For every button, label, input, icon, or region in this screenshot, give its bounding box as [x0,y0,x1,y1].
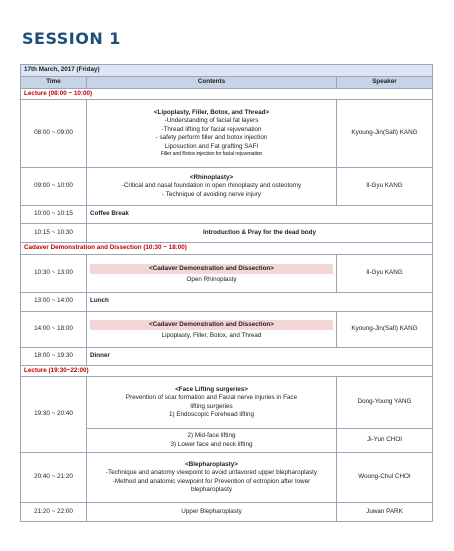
section-row [21,88,433,100]
header-row [21,77,433,89]
row-speaker: Il-Gyu KANG [337,254,433,292]
row-line: Prevention of scar formation and Facial nerve injuries in Face [125,394,298,401]
row-title: <Blepharoplasty> [185,460,238,468]
row-time: 19:30 ~ 20:40 [21,377,87,453]
highlight-title: <Cadaver Demonstration and Dissection> [90,320,333,330]
row-line: lifting surgeries [190,402,233,410]
row-contents [87,429,337,453]
row-speaker: Ji-Yun CHOI [337,429,433,453]
row-line: -Understanding of facial fat layers [164,117,259,125]
row-contents [87,100,337,168]
row-line: -Thread lifting for facial rejuvenation [161,125,262,133]
row-line: Liposuction and Fat grafting SAFI [164,142,259,150]
row-line: 3) Lower face and neck lifting [170,440,253,448]
table-row [21,377,433,429]
row-contents: Lunch [87,292,433,311]
row-line: -Method and anatomic viewpoint for Prevention of ectropion after lower [112,477,311,485]
row-time: 14:00 ~ 18:00 [21,311,87,347]
table-row [21,453,433,503]
table-row [21,224,433,243]
table-row [21,311,433,347]
row-contents: Dinner [87,347,433,365]
row-time: 10:00 ~ 10:15 [21,206,87,224]
row-time: 13:00 ~ 14:00 [21,292,87,311]
row-title: <Rhinoplasty> [189,173,234,181]
row-line: Open Rhinoplasty [186,275,237,283]
section-cadaver: Cadaver Demonstration and Dissection (10:30 ~ 18:00) [21,243,433,255]
header-time: Time [21,77,87,89]
date-label: 17th March, 2017 (Friday) [21,65,433,77]
table-row [21,503,433,522]
row-speaker: Dong-Young YANG [337,377,433,429]
table-row [21,254,433,292]
row-contents: Introduction & Pray for the dead body [87,224,433,243]
row-speaker: Woong-Chul CHOI [337,453,433,503]
row-line: Filler and Botox injection for facial rejuvenation [160,151,263,158]
row-contents [87,377,337,429]
row-title: <Face Lifting surgeries> [175,385,248,393]
table-row [21,347,433,365]
row-contents [87,453,337,503]
row-line: blepharoplasty [191,486,232,493]
row-time: 20:40 ~ 21:20 [21,453,87,503]
row-title: <Lipoplasty, Filler, Botox, and Thread> [153,108,270,116]
row-line: Lipoplasty, Filler, Botox, and Thread [161,331,262,339]
row-contents: Coffee Break [87,206,433,224]
schedule-table [20,64,433,522]
highlight-title: <Cadaver Demonstration and Dissection> [90,264,333,274]
row-time: 10:30 ~ 13:00 [21,254,87,292]
row-speaker: Kyoung-Jin(Safi) KANG [337,100,433,168]
row-time: 21:20 ~ 22:00 [21,503,87,522]
row-speaker: Juwan PARK [337,503,433,522]
table-row [21,206,433,224]
row-time: 09:00 ~ 10:00 [21,168,87,206]
row-line: - Technique of avoiding nerve injury [162,190,261,198]
section-row [21,243,433,255]
row-contents [87,168,337,206]
session-title: SESSION 1 [22,29,121,48]
row-line: -Technique and anatomy viewpoint to avoid unfavored upper blepharoplasty [105,469,318,476]
row-time: 18:00 ~ 19:30 [21,347,87,365]
row-time: 08:00 ~ 09:00 [21,100,87,168]
header-speaker: Speaker [337,77,433,89]
row-time: 10:15 ~ 10:30 [21,224,87,243]
section-row [21,365,433,377]
row-line: - safety perform filler and botox injection [155,134,268,142]
row-speaker: Kyoung-Jin(Safi) KANG [337,311,433,347]
section-lecture-pm: Lecture (19:30~22:00) [21,365,433,377]
row-line: 1) Endoscopic Forehead lifting [168,411,255,418]
row-line: 2) Mid-face lifting [187,432,236,439]
row-speaker: Il-Gyu KANG [337,168,433,206]
row-contents: Upper Blepharoplasty [87,503,337,522]
row-contents [87,254,337,292]
header-contents: Contents [87,77,337,89]
table-row [21,292,433,311]
date-row [21,65,433,77]
table-row [21,100,433,168]
row-line: -Critical and nasal foundation in open rhinoplasty and osteotomy [121,182,302,190]
row-contents [87,311,337,347]
table-row [21,168,433,206]
section-lecture-am: Lecture (08:00 ~ 10:00) [21,88,433,100]
